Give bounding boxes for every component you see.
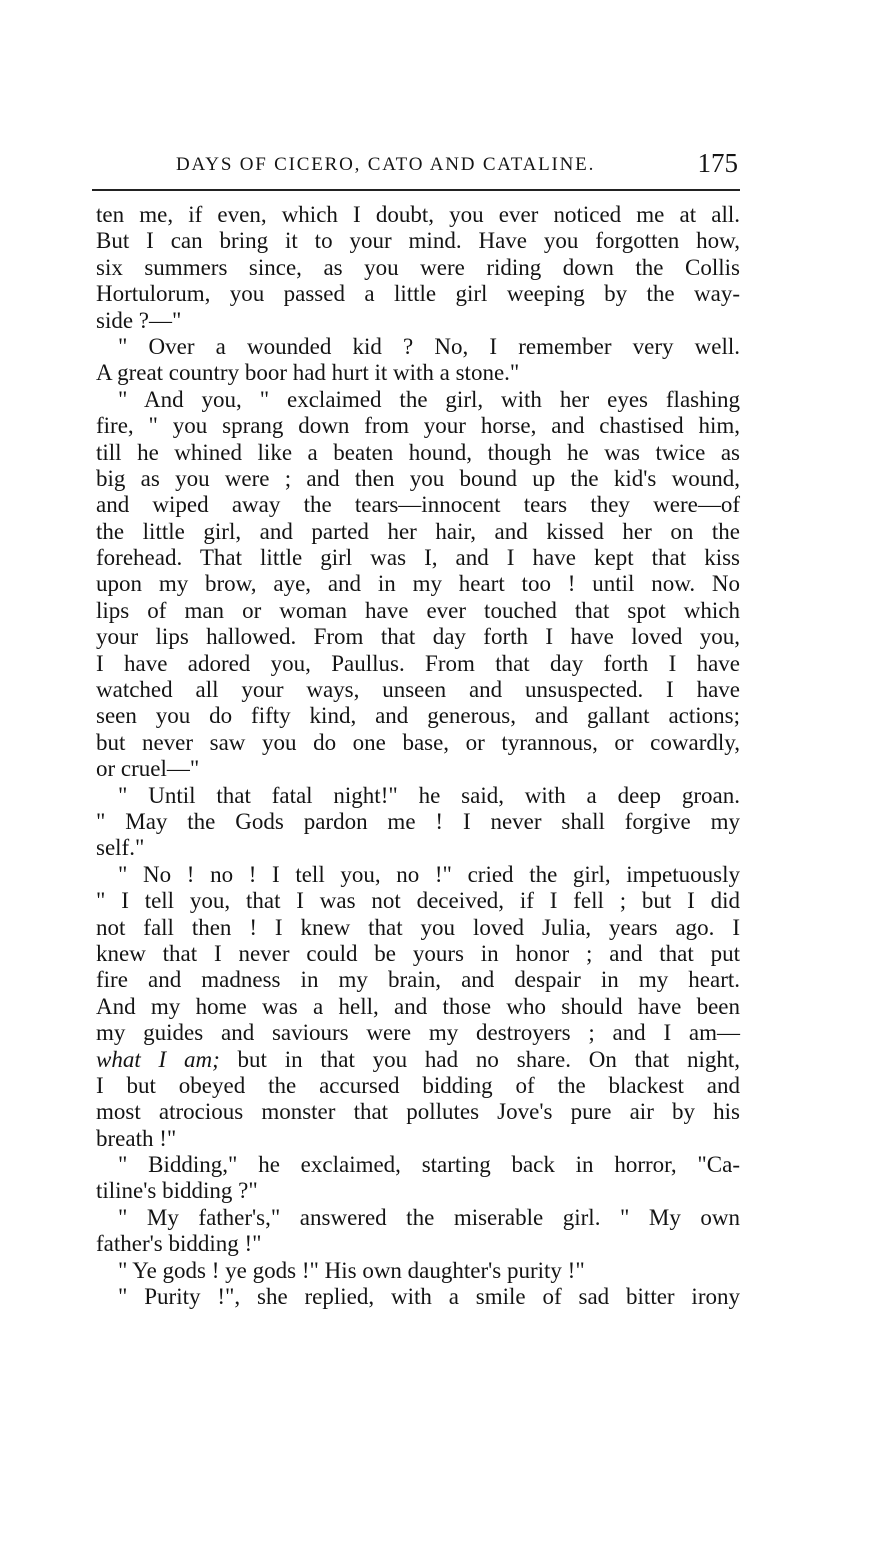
line-text: " My father's," answered the miserable girl. " My own (118, 1204, 740, 1230)
line-text: " Until that fatal night!" he said, with a deep groan. (118, 782, 740, 808)
line-text: forehead. That little girl was I, and I have kept that kiss (96, 545, 740, 571)
line-text: " Bidding," he exclaimed, starting back in horror, "Ca- (118, 1152, 740, 1178)
text-line (96, 703, 740, 729)
text-line (96, 571, 740, 597)
line-text: most atrocious monster that pollutes Jove's pure air by his (96, 1099, 740, 1125)
running-title: DAYS OF CICERO, CATO AND CATALINE. (176, 154, 596, 175)
text-line (96, 756, 740, 782)
text-line (96, 202, 740, 228)
text-line (96, 228, 740, 254)
text-line (96, 783, 740, 809)
line-text: fire and madness in my brain, and despair in my heart. (96, 967, 740, 993)
line-text: big as you were ; and then you bound up the kid's wound, (96, 465, 740, 491)
line-text: " Ye gods ! ye gods !" His own daughter's purity !" (118, 1257, 585, 1283)
text-line (96, 466, 740, 492)
text-line (96, 1258, 740, 1284)
line-text: " May the Gods pardon me ! I never shall forgive my (96, 808, 740, 834)
line-text: the little girl, and parted her hair, and kissed her on the (96, 518, 740, 544)
text-line (96, 334, 740, 360)
line-text: but in that you had no share. On that night, (219, 1046, 740, 1072)
line-text: six summers since, as you were riding down the Collis (96, 254, 740, 280)
text-line (96, 1231, 740, 1257)
text-line (96, 730, 740, 756)
text-line (96, 1126, 740, 1152)
text-line (96, 967, 740, 993)
text-line (96, 1020, 740, 1046)
line-text: your lips hallowed. From that day forth I have loved you, (96, 624, 740, 650)
line-text: I have adored you, Paullus. From that day forth I have (96, 650, 740, 676)
text-line (96, 809, 740, 835)
line-text: or cruel—" (96, 756, 200, 782)
line-text: upon my brow, aye, and in my heart too ! until now. No (96, 571, 740, 597)
text-line (96, 360, 740, 386)
text-line (96, 1178, 740, 1204)
line-text: But I can bring it to your mind. Have you forgotten how, (96, 228, 740, 254)
line-text: my guides and saviours were my destroyers ; and I am— (96, 1020, 740, 1046)
running-head (92, 150, 740, 186)
line-text: I but obeyed the accursed bidding of the blackest and (96, 1072, 740, 1098)
line-text: self." (96, 835, 145, 861)
line-text: father's bidding !" (96, 1231, 262, 1257)
text-line (96, 1284, 740, 1310)
text-line (96, 519, 740, 545)
text-line (96, 1205, 740, 1231)
line-text: seen you do fifty kind, and generous, and gallant actions; (96, 703, 740, 729)
line-text: A great country boor had hurt it with a stone." (96, 360, 520, 386)
text-line (96, 994, 740, 1020)
line-text: " And you, " exclaimed the girl, with her eyes flashing (118, 386, 740, 412)
text-line (96, 308, 740, 334)
line-text: side ?—" (96, 307, 182, 333)
text-line (96, 1099, 740, 1125)
header-rule (92, 189, 740, 191)
text-line (96, 255, 740, 281)
line-text: tiline's bidding ?" (96, 1178, 258, 1204)
text-line (96, 1047, 740, 1073)
text-line (96, 888, 740, 914)
text-line (96, 651, 740, 677)
line-text: fire, " you sprang down from your horse, and chastised him, (96, 413, 740, 439)
line-text: lips of man or woman have ever touched that spot which (96, 597, 740, 623)
text-line (96, 915, 740, 941)
text-line (96, 941, 740, 967)
text-line (96, 440, 740, 466)
line-text: but never saw you do one base, or tyrannous, or cowardly, (96, 729, 740, 755)
line-text: knew that I never could be yours in honor ; and that put (96, 940, 740, 966)
line-text: " I tell you, that I was not deceived, if I fell ; but I did (96, 888, 740, 914)
text-line (96, 835, 740, 861)
line-text: And my home was a hell, and those who should have been (96, 993, 740, 1019)
line-text: and wiped away the tears—innocent tears they were—of (96, 492, 740, 518)
page-number: 175 (697, 148, 738, 178)
text-line (96, 624, 740, 650)
text-line (96, 545, 740, 571)
line-text: ten me, if even, which I doubt, you ever noticed me at all. (96, 202, 740, 227)
line-text: till he whined like a beaten hound, though he was twice as (96, 439, 740, 465)
text-line (96, 413, 740, 439)
line-text: " Purity !", she replied, with a smile of sad bitter irony (118, 1284, 740, 1310)
text-line (96, 1152, 740, 1178)
italic-phrase: what I am; (96, 1046, 220, 1072)
line-text: not fall then ! I knew that you loved Julia, years ago. I (96, 914, 740, 940)
text-line (96, 598, 740, 624)
line-text: " Over a wounded kid ? No, I remember very well. (118, 333, 740, 359)
body-text (96, 202, 740, 1310)
text-line (96, 862, 740, 888)
text-line (96, 281, 740, 307)
line-text: Hortulorum, you passed a little girl weeping by the way- (96, 281, 740, 307)
text-line (96, 1073, 740, 1099)
line-text: breath !" (96, 1125, 177, 1151)
line-text: watched all your ways, unseen and unsuspected. I have (96, 677, 740, 703)
text-line (96, 677, 740, 703)
text-line (96, 492, 740, 518)
text-line (96, 387, 740, 413)
line-text: " No ! no ! I tell you, no !" cried the girl, impetuously (118, 861, 740, 887)
